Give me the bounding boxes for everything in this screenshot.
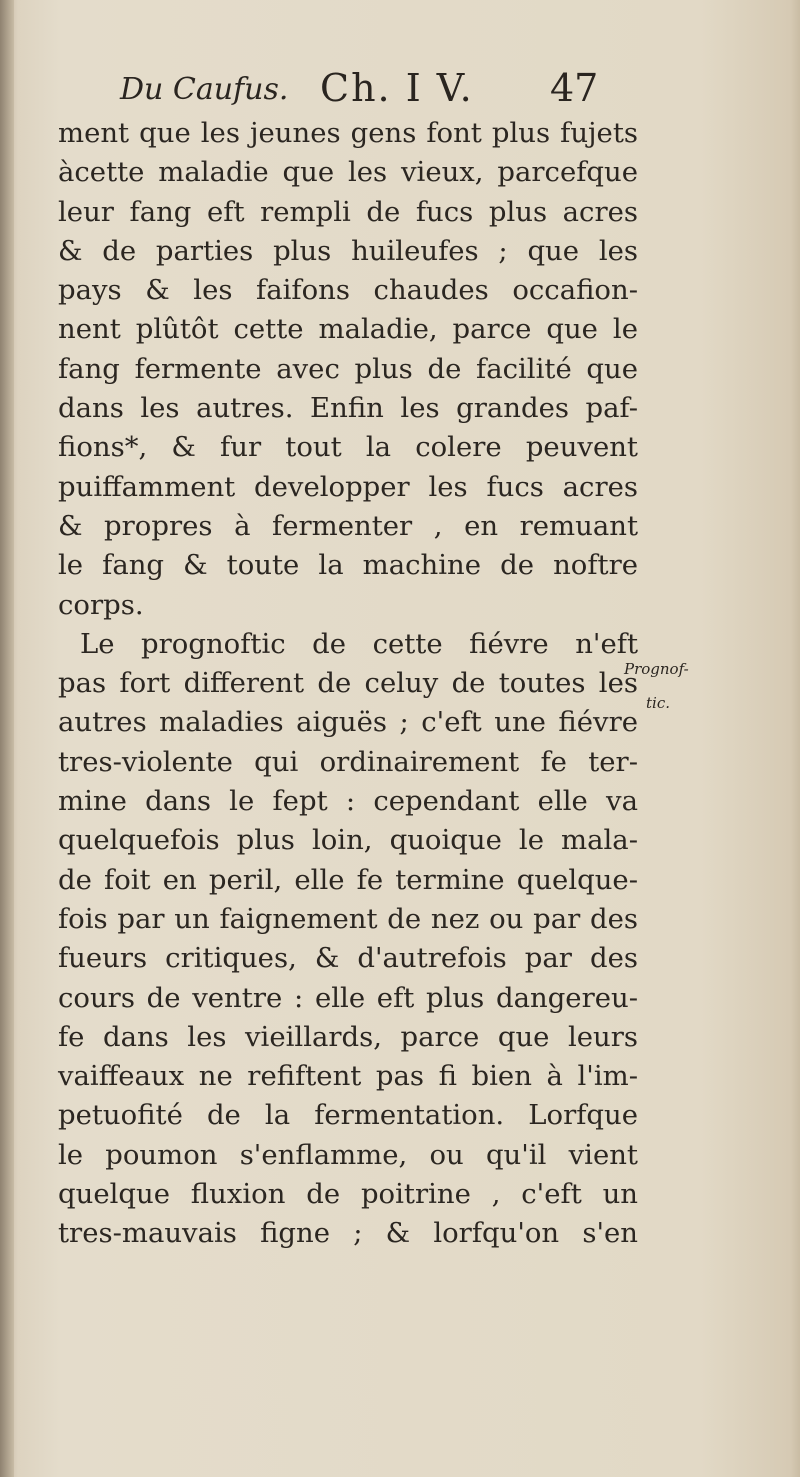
text-line: petuofité de la fermentation. Lorfque [58, 1099, 638, 1132]
text-line: & propres à fermenter , en remuant [58, 509, 638, 542]
margin-note-line: tic. [646, 694, 670, 712]
text-line: Le prognoftic de cette fiévre n'eft [80, 627, 638, 660]
text-line: fois par un faignement de nez ou par des [58, 902, 638, 935]
text-line: quelquefois plus loin, quoique le mala- [58, 824, 638, 857]
chapter-label: Ch. I V. [320, 66, 474, 110]
text-line: cours de ventre : elle eft plus dangereu- [58, 981, 638, 1014]
text-line: dans les autres. Enfin les grandes paf- [58, 392, 638, 425]
body-text [58, 114, 638, 1254]
text-line: tres-violente qui ordinairement fe ter- [58, 745, 638, 778]
text-line: fang fermente avec plus de facilité que [58, 352, 638, 385]
text-line: leur fang eft rempli de fucs plus acres [58, 195, 638, 228]
running-title: Du Caufus. [120, 72, 289, 107]
margin-note-line: Prognof- [624, 660, 689, 678]
text-line: ment que les jeunes gens font plus fujets [58, 117, 638, 149]
text-line: quelque fluxion de poitrine , c'eft un [58, 1178, 638, 1211]
text-line: puiffamment developper les fucs acres [58, 470, 638, 503]
text-line: le poumon s'enflamme, ou qu'il vient [58, 1138, 638, 1171]
text-line: corps. [58, 588, 144, 621]
text-line: autres maladies aiguës ; c'eft une fiévre [58, 706, 638, 739]
text-line: le fang & toute la machine de noftre [58, 549, 638, 582]
text-line: tres-mauvais figne ; & lorfqu'on s'en [58, 1217, 638, 1250]
text-line: mine dans le fept : cependant elle va [58, 785, 638, 818]
page-gutter [0, 0, 14, 1477]
text-line: fions*, & fur tout la colere peuvent [58, 431, 638, 464]
text-line: nent plûtôt cette maladie, parce que le [58, 313, 638, 346]
text-line: fueurs critiques, & d'autrefois par des [58, 942, 638, 975]
text-line: àcette maladie que les vieux, parcefque [58, 156, 638, 189]
text-line: vaiffeaux ne refiftent pas fi bien à l'im- [58, 1060, 638, 1093]
text-line: pas fort different de celuy de toutes les [58, 667, 638, 700]
text-line: pays & les faifons chaudes occafion- [58, 274, 638, 307]
text-line: fe dans les vieillards, parce que leurs [58, 1020, 638, 1053]
text-line: & de parties plus huileufes ; que les [58, 234, 638, 267]
page-number: 47 [550, 66, 599, 110]
margin-note [624, 652, 704, 720]
text-line: de foit en peril, elle fe termine quelque- [58, 863, 638, 896]
